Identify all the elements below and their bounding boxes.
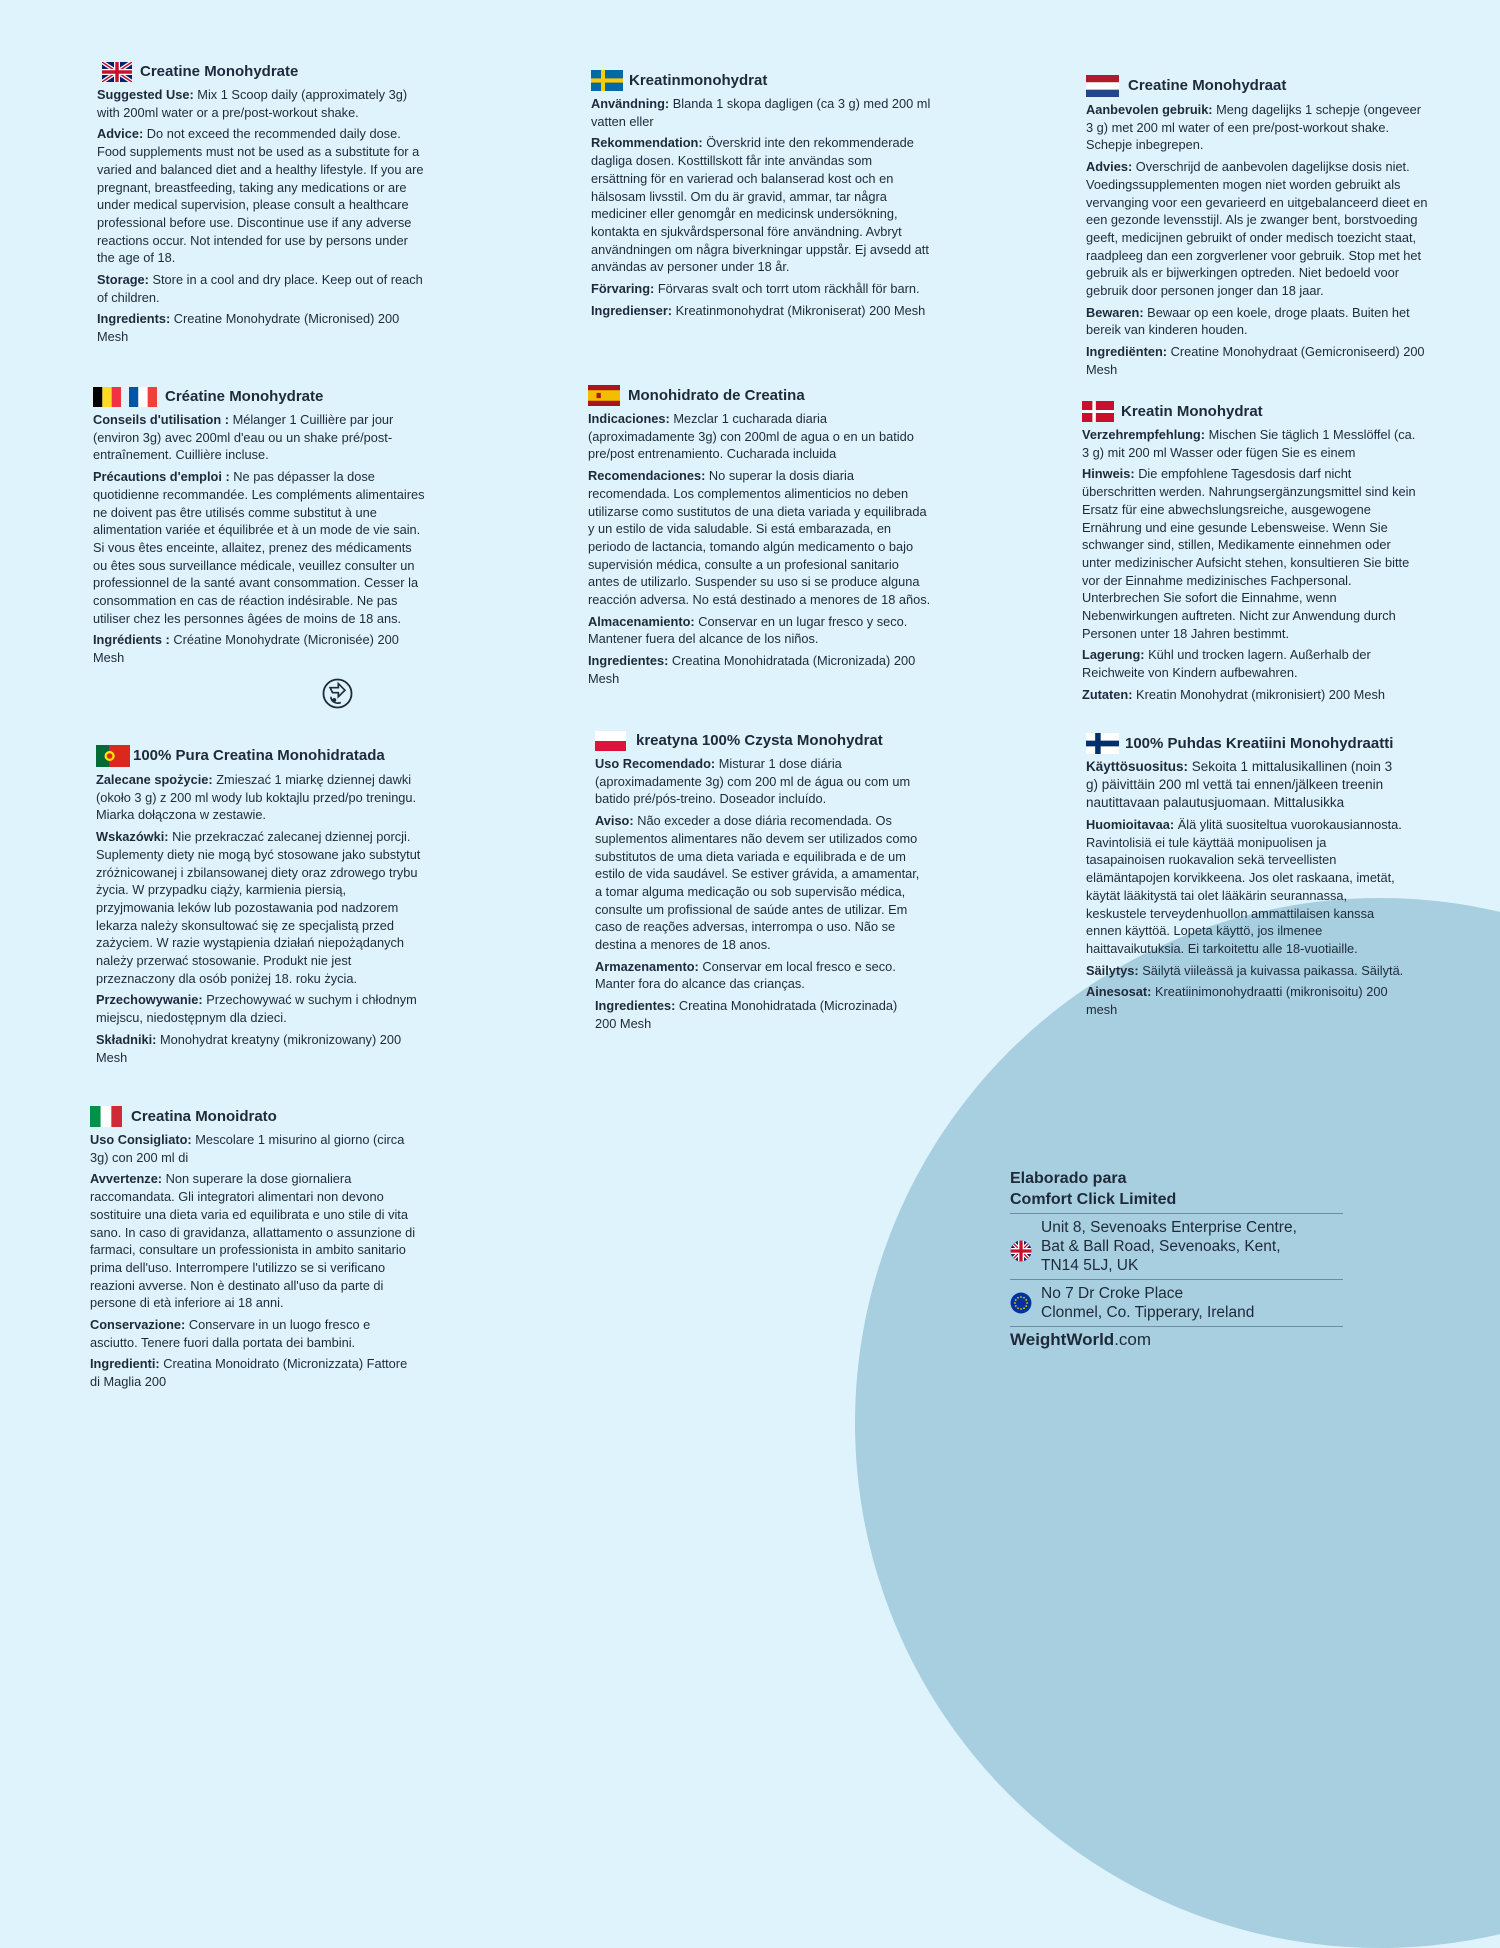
eu-circle-flag-icon xyxy=(1010,1292,1032,1314)
section-precautions: Précautions d'emploi : Ne pas dépasser la dose quotidienne recommandée. Les compléments alimentaires ne doivent pas être utilisés comme substitut à une alimentation variée et équilibrée et à un mode de vie sain. Si vous êtes enceinte, allaitez, prenez des médicaments ou êtes sous surveillance médicale, veuillez consulter un professionnel de la santé avant consommation. Cesser la consommation en cas de réaction indésirable. Ne pas utiliser chez les personnes âgées de moins de 18 ans. xyxy=(93,469,425,626)
section-suggested-use: Suggested Use: Mix 1 Scoop daily (approximately 3g) with 200ml water or a pre/post-workout shake. xyxy=(97,87,408,120)
section-advice: Aviso: Não exceder a dose diária recomendada. Os suplementos alimentares não devem ser utilizados como substitutos de uma dieta variada e equilibrada e de um estilo de vida saudável. Se estiver grávida, a amamentar, a tomar alguma medicação ou sob supervisão médica, consulte um profissional de saúde antes de utilizar. Em caso de reações adversas, interrompa o uso. Não se destina a menores de 18 anos. xyxy=(595,813,920,953)
block-es xyxy=(588,385,933,692)
address-line: Unit 8, Sevenoaks Enterprise Centre, xyxy=(1041,1219,1297,1236)
section-usage: Indicaciones: Mezclar 1 cucharada diaria (aproximadamente 3g) con 200ml de agua o en un batido pre/post entrenamiento. Cucharada incluida xyxy=(588,411,914,462)
section-advice: Huomioitavaa: Älä ylitä suositeltua vuorokausiannosta. Ravintolisiä ei tule käyttää monipuolisen ja tasapainoisen ruokavalion sekä terveellisten elämäntapojen korvikkeena. Jos olet raskaana, imetät, käytät lääkitystä tai olet lääkärin seurannassa, keskustele terveydenhuollon ammattilaisen kanssa ennen käyttöä. Lopeta käyttö, jos ilmenee haittavaikutuksia. Ei tarkoitettu alle 18-vuotiaille. xyxy=(1086,817,1402,956)
section-usage: Aanbevolen gebruik: Meng dagelijks 1 schepje (ongeveer 3 g) met 200 ml water of een pre/post-workout shake. Schepje inbegrepen. xyxy=(1086,102,1422,153)
block-title: Kreatinmonohydrat xyxy=(629,71,768,89)
block-title: 100% Puhdas Kreatiini Monohydraatti xyxy=(1125,734,1394,752)
uk-circle-flag-icon xyxy=(1010,1240,1032,1262)
flag-dk-icon xyxy=(1082,401,1114,422)
block-fi xyxy=(1086,733,1406,1023)
section-advice: Avvertenze: Non superare la dose giornaliera raccomandata. Gli integratori alimentari non devono sostituire una dieta varia ed equilibrata e uno stile di vita sano. In caso di gravidanza, allattamento o assunzione di farmaci, consultare un professionista in ambito sanitario prima dell'uso. Interrompere l'utilizzo se si verificano reazioni avverse. Non è destinato all'uso da parte di persone di età inferiore ai 18 anni. xyxy=(90,1171,416,1311)
decorative-circle xyxy=(855,898,1500,1948)
block-title: Kreatin Monohydrat xyxy=(1121,402,1263,420)
block-title: kreatyna 100% Czysta Monohydrat xyxy=(636,732,883,750)
section-usage: Verzehrempfehlung: Mischen Sie täglich 1 Messlöffel (ca. 3 g) mit 200 ml Wasser oder fügen Sie es einem xyxy=(1082,427,1416,460)
flag-fi-icon xyxy=(1086,733,1119,754)
section-storage: Conservazione: Conservare in un luogo fresco e asciutto. Tenere fuori dalla portata dei bambini. xyxy=(90,1317,371,1350)
section-advice: Advice: Do not exceed the recommended daily dose. Food supplements must not be used as a substitute for a varied and balanced diet and a healthy lifestyle. If you are pregnant, breastfeeding, taking any medications or are under medical supervision, please consult a healthcare professional before use. Discontinue use if any adverse reactions occur. Not intended for use by persons under the age of 18. xyxy=(97,126,424,266)
section-ingredients: Ingredienser: Kreatinmonohydrat (Mikroniserat) 200 Mesh xyxy=(591,302,926,318)
flag-se-icon xyxy=(591,70,623,91)
flag-fr-icon xyxy=(129,387,157,407)
section-advice: Wskazówki: Nie przekraczać zalecanej dziennej porcji. Suplementy diety nie mogą być stosowane jako substytut zróżnicowanej i zbilansowanej diety oraz zdrowego trybu życia. W przypadku ciąży, karmienia piersią, przyjmowania leków lub pozostawania pod nadzorem lekarza należy skonsultować się ze specjalistą przed zażyciem. W razie wystąpienia działań niepożądanych należy przerwać stosowanie. Produkt nie jest przeznaczony dla osób poniżej 18. roku życia. xyxy=(96,829,421,986)
section-usage: Zalecane spożycie: Zmieszać 1 miarkę dziennej dawki (około 3 g) z 200 ml wody lub koktajlu przed/po treningu. Miarka dołączona w zestawie. xyxy=(96,772,417,823)
section-usage: Käyttösuositus: Sekoita 1 mittalusikallinen (noin 3 g) päivittäin 200 ml vettä tai ennen/jälkeen treenin nautittavaan palautusjuomaan. Mittalusikka xyxy=(1086,759,1393,810)
block-title: Monohidrato de Creatina xyxy=(628,386,805,404)
flag-it-icon xyxy=(90,1106,122,1127)
block-nl xyxy=(1086,75,1431,383)
section-advice: Hinweis: Die empfohlene Tagesdosis darf nicht überschritten werden. Nahrungsergänzungsmittel sind kein Ersatz für eine abwechslungsreiche, ausgewogene Ernährung und eine gesunde Lebensweise. Wenn Sie schwanger sind, stillen, Medikamente einnehmen oder unter medizinischer Aufsicht stehen, konsultieren Sie bitte vor der Einnahme medizinisches Fachpersonal. Unterbrechen Sie sofort die Einnahme, wenn Nebenwirkungen auftreten. Nicht zur Anwendung durch Personen unter 18 Jahren bestimmt. xyxy=(1082,466,1416,641)
section-storage: Bewaren: Bewaar op een koele, droge plaats. Buiten het bereik van kinderen houden. xyxy=(1086,304,1410,338)
flag-be-icon xyxy=(93,387,121,407)
section-storage: Förvaring: Förvaras svalt och torrt utom räckhåll för barn. xyxy=(591,281,920,297)
flag-nl-icon xyxy=(1086,75,1119,97)
flag-pt-icon xyxy=(96,745,130,767)
section-storage: Przechowywanie: Przechowywać w suchym i chłodnym miejscu, niedostępnym dla dzieci. xyxy=(96,992,417,1026)
section-ingredients: Ingredients: Creatine Monohydrate (Micronised) 200 Mesh xyxy=(97,311,400,345)
block-pl xyxy=(96,745,426,1070)
section-storage: Säilytys: Säilytä viileässä ja kuivassa paikassa. Säilytä. xyxy=(1086,962,1404,978)
address-line: Clonmel, Co. Tipperary, Ireland xyxy=(1041,1304,1255,1321)
uk-address xyxy=(1010,1213,1343,1279)
block-en xyxy=(97,62,427,350)
block-title: Créatine Monohydrate xyxy=(165,388,324,406)
section-ingredients: Ainesosat: Kreatiinimonohydraatti (mikronisoitu) 200 mesh xyxy=(1086,984,1388,1018)
block-title: 100% Pura Creatina Monohidratada xyxy=(133,747,385,765)
section-advice: Rekommendation: Överskrid inte den rekommenderade dagliga dosen. Kosttillskott får inte användas som ersättning för en varierad och balanserad kost och en hälsosam livsstil. Om du är gravid, ammar, tar några mediciner eller genomgår en medicinsk undersökning, kontakta en sjukvårdspersonal före användning. Avbryt användningen om några biverkningar uppstår. Ej avsedd att användas av personer under 18 år. xyxy=(591,135,929,275)
address-line: Bat & Ball Road, Sevenoaks, Kent, xyxy=(1041,1238,1281,1255)
section-storage: Armazenamento: Conservar em local fresco e seco. Manter fora do alcance das crianças. xyxy=(595,958,896,992)
company-name: Comfort Click Limited xyxy=(1010,1191,1177,1208)
block-title: Creatine Monohydrate xyxy=(140,63,299,81)
address-line: No 7 Dr Croke Place xyxy=(1041,1285,1184,1302)
section-storage: Almacenamiento: Conservar en un lugar fresco y seco. Mantener fuera del alcance de los niños. xyxy=(588,613,908,647)
section-usage: Användning: Blanda 1 skopa dagligen (ca 3 g) med 200 ml vatten eller xyxy=(591,96,931,129)
section-ingredients: Ingredienti: Creatina Monoidrato (Micronizzata) Fattore di Maglia 200 xyxy=(90,1356,408,1390)
flag-uk-icon xyxy=(102,62,132,82)
section-storage: Lagerung: Kühl und trocken lagern. Außerhalb der Reichweite von Kindern aufbewahren. xyxy=(1082,647,1371,681)
section-usage: Conseils d'utilisation : Mélanger 1 Cuillière par jour (environ 3g) avec 200ml d'eau ou un shake pré/post-entraînement. Cuillière incluse. xyxy=(93,412,394,463)
block-de xyxy=(1082,401,1422,708)
section-ingredients: Składniki: Monohydrat kreatyny (mikronizowany) 200 Mesh xyxy=(96,1031,402,1065)
block-pt xyxy=(595,731,920,1037)
block-fr xyxy=(93,387,428,671)
section-storage: Storage: Store in a cool and dry place. Keep out of reach of children. xyxy=(97,272,423,305)
section-advice: Recomendaciones: No superar la dosis diaria recomendada. Los complementos alimenticios no deben utilizarse como sustitutos de una dieta variada y equilibrada y un estilo de vida saludable. Si está embarazada, en periodo de lactancia, tomando algún medicamento o bajo supervisión médica, consulte a un profesional sanitario antes de utilizarlo. Suspender su uso si se produce alguna reacción adversa. No está destinado a menores de 18 años. xyxy=(588,468,931,608)
block-sv xyxy=(591,70,931,323)
section-advice: Advies: Overschrijd de aanbevolen dagelijkse dosis niet. Voedingssupplementen mogen niet worden gebruikt als vervanging voor een gevarieerd en uitgebalanceerd dieet en een gezonde levensstijl. Als je zwanger bent, borstvoeding geeft, medicijnen gebruikt of onder medisch toezicht staat, raadpleeg dan een zorgverlener voor gebruik. Stop met het gebruik als er bijwerkingen optreden. Niet bedoeld voor gebruik door personen jonger dan 18 jaar. xyxy=(1086,159,1428,299)
block-it xyxy=(90,1106,420,1395)
brand-wordmark: WeightWorld.com xyxy=(1010,1326,1343,1350)
section-ingredients: Ingrediënten: Creatine Monohydraat (Gemicroniseerd) 200 Mesh xyxy=(1086,344,1425,377)
block-title: Creatine Monohydraat xyxy=(1128,77,1287,95)
section-usage: Uso Recomendado: Misturar 1 dose diária (aproximadamente 3g) com 200 ml de água ou com um batido pré/pós-treino. Doseador incluído. xyxy=(595,756,911,807)
manufacturer-info xyxy=(1010,1168,1343,1350)
recycle-sort-icon xyxy=(321,677,354,710)
section-ingredients: Ingrédients : Créatine Monohydrate (Micronisée) 200 Mesh xyxy=(93,632,399,666)
section-ingredients: Ingredientes: Creatina Monohidratada (Microzinada) 200 Mesh xyxy=(595,998,898,1031)
section-ingredients: Zutaten: Kreatin Monohydrat (mikronisiert) 200 Mesh xyxy=(1082,686,1385,702)
made-for-label: Elaborado para xyxy=(1010,1170,1127,1187)
address-line: TN14 5LJ, UK xyxy=(1041,1257,1139,1274)
ie-address xyxy=(1010,1279,1343,1326)
flag-es-icon xyxy=(588,385,620,406)
section-usage: Uso Consigliato: Mescolare 1 misurino al giorno (circa 3g) con 200 ml di xyxy=(90,1132,405,1165)
flag-pl-icon xyxy=(595,731,626,751)
section-ingredients: Ingredientes: Creatina Monohidratada (Micronizada) 200 Mesh xyxy=(588,653,916,686)
block-title: Creatina Monoidrato xyxy=(131,1107,277,1125)
